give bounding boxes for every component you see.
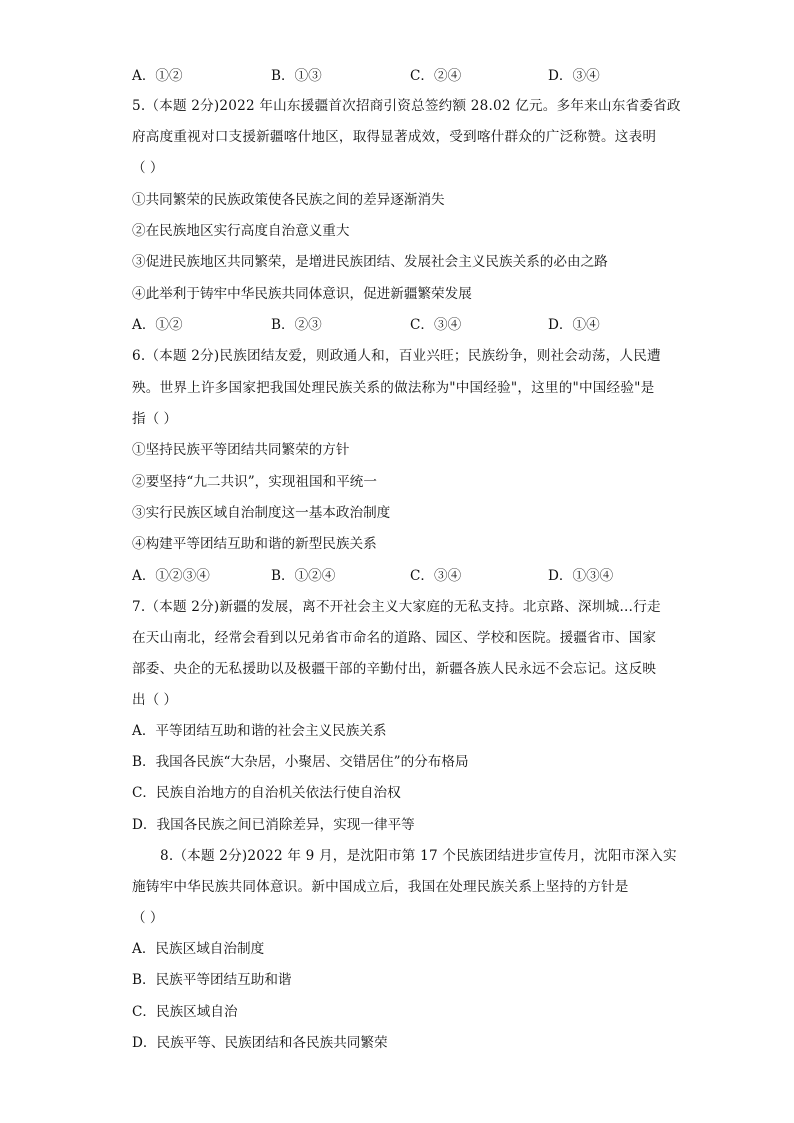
q8-choice-a[interactable]: A．民族区域自治制度 (132, 941, 265, 957)
q6-option-a[interactable]: A．①②③④ (132, 568, 210, 584)
q6-option-b[interactable]: B．①②④ (271, 568, 336, 584)
q7-stem-line-2: 在天山南北，经常会看到以兄弟省市命名的道路、园区、学校和医院。援疆省市、国家 (132, 630, 657, 646)
q6-stem-line-1: 6.（本题 2分)民族团结友爱，则政通人和，百业兴旺；民族纷争，则社会动荡，人民遭 (132, 348, 661, 364)
q5-option-d[interactable]: D．①④ (548, 317, 600, 333)
option-b[interactable]: B．①③ (271, 68, 322, 84)
q6-options (132, 566, 672, 586)
q8-stem-line-2: 施铸牢中华民族共同体意识。新中国成立后，我国在处理民族关系上坚持的方针是 (132, 879, 629, 895)
q6-statement-2: ②要坚持“九二共识”，实现祖国和平统一 (132, 474, 377, 490)
q8-choice-d[interactable]: D．民族平等、民族团结和各民族共同繁荣 (132, 1035, 388, 1051)
q5-stem-line-1: 5.（本题 2分)2022 年山东援疆首次招商引资总签约额 28.02 亿元。多年来山东省委省政 (132, 98, 681, 114)
q6-statement-4: ④构建平等团结互助和谐的新型民族关系 (132, 536, 377, 552)
q7-choice-c[interactable]: C．民族自治地方的自治机关依法行使自治权 (132, 785, 401, 801)
option-a[interactable]: A．①② (132, 68, 183, 84)
q6-option-d[interactable]: D．①③④ (548, 568, 614, 584)
q5-statement-2: ②在民族地区实行高度自治意义重大 (132, 223, 350, 239)
q8-stem-line-1: 8.（本题 2分)2022 年 9 月，是沈阳市第 17 个民族团结进步宣传月，沈阳市深入实 (160, 848, 677, 864)
q5-stem-line-2: 府高度重视对口支援新疆喀什地区，取得显著成效，受到喀什群众的广泛称赞。这表明 (132, 129, 657, 145)
q7-stem-line-3: 部委、央企的无私援助以及极疆干部的辛勤付出，新疆各族人民永远不会忘记。这反映 (132, 661, 657, 677)
q7-choice-d[interactable]: D．我国各民族之间已消除差异，实现一律平等 (132, 817, 415, 833)
q5-option-c[interactable]: C．③④ (410, 317, 462, 333)
q6-stem-line-2: 殃。世界上许多国家把我国处理民族关系的做法称为"中国经验"，这里的"中国经验"是 (132, 380, 655, 396)
q8-answer-blank: （ ） (132, 910, 164, 926)
q8-choice-b[interactable]: B．民族平等团结互助和谐 (132, 972, 292, 988)
option-d[interactable]: D．③④ (548, 68, 600, 84)
q5-statement-4: ④此举利于铸牢中华民族共同体意识，促进新疆繁荣发展 (132, 286, 472, 302)
q7-stem-line-1: 7.（本题 2分)新疆的发展，离不开社会主义大家庭的无私支持。北京路、深圳城…行走 (132, 599, 661, 615)
q7-choice-b[interactable]: B．我国各民族“大杂居，小聚居、交错居住”的分布格局 (132, 754, 469, 770)
q5-answer-blank: （ ） (132, 160, 164, 176)
q7-answer-blank: 出（ ） (132, 692, 178, 708)
q6-statement-3: ③实行民族区域自治制度这一基本政治制度 (132, 505, 391, 521)
q6-statement-1: ①坚持民族平等团结共同繁荣的方针 (132, 442, 350, 458)
q5-options (132, 315, 672, 335)
top-options (132, 66, 672, 86)
q6-answer-blank: 指（ ） (132, 411, 178, 427)
q5-option-a[interactable]: A．①② (132, 317, 183, 333)
q5-statement-1: ①共同繁荣的民族政策使各民族之间的差异逐渐消失 (132, 192, 445, 208)
q5-option-b[interactable]: B．②③ (271, 317, 322, 333)
q8-choice-c[interactable]: C．民族区域自治 (132, 1004, 238, 1020)
option-c[interactable]: C．②④ (410, 68, 462, 84)
q7-choice-a[interactable]: A．平等团结互助和谐的社会主义民族关系 (132, 723, 387, 739)
q6-option-c[interactable]: C．③④ (410, 568, 462, 584)
q5-statement-3: ③促进民族地区共同繁荣，是增进民族团结、发展社会主义民族关系的必由之路 (132, 254, 608, 270)
